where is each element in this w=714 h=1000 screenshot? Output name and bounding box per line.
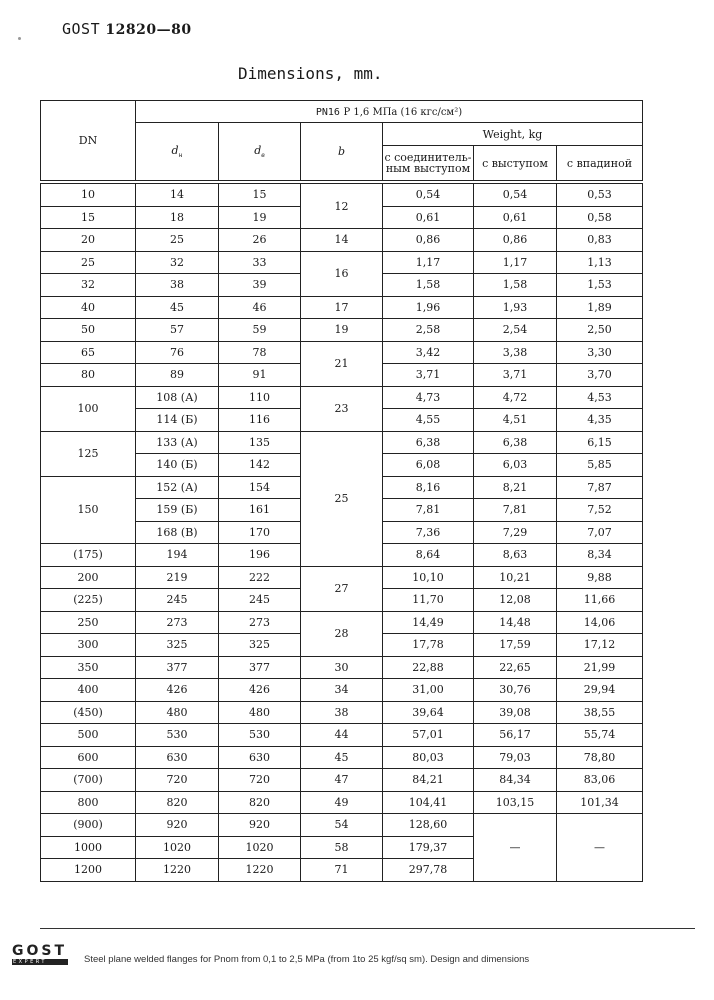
cell-weight-raised: 6,03 xyxy=(474,454,557,477)
table-row xyxy=(41,319,643,342)
cell-dn: 400 xyxy=(41,679,136,702)
cell-weight-recess: 0,53 xyxy=(557,184,643,207)
cell-b: 45 xyxy=(301,746,383,769)
cell-weight-raised: 10,21 xyxy=(474,566,557,589)
cell-weight-raised: 8,21 xyxy=(474,476,557,499)
table-row xyxy=(41,251,643,274)
cell-d-outer: 168 (В) xyxy=(136,521,219,544)
cell-dn: 80 xyxy=(41,364,136,387)
cell-weight-joint: 14,49 xyxy=(383,611,474,634)
cell-b: 38 xyxy=(301,701,383,724)
cell-weight-recess: 3,70 xyxy=(557,364,643,387)
cell-d-inner: 161 xyxy=(219,499,301,522)
table-row xyxy=(41,229,643,252)
cell-dn: (450) xyxy=(41,701,136,724)
cell-d-inner: 142 xyxy=(219,454,301,477)
cell-weight-joint: 31,00 xyxy=(383,679,474,702)
table-row xyxy=(41,701,643,724)
cell-dn: 1000 xyxy=(41,836,136,859)
cell-dn: 20 xyxy=(41,229,136,252)
cell-d-outer: 108 (А) xyxy=(136,386,219,409)
cell-d-inner: 78 xyxy=(219,341,301,364)
gost-number: 12820—80 xyxy=(105,22,192,38)
cell-d-outer: 152 (А) xyxy=(136,476,219,499)
cell-weight-raised: 22,65 xyxy=(474,656,557,679)
cell-weight-raised: 17,59 xyxy=(474,634,557,657)
cell-dn: 125 xyxy=(41,431,136,476)
cell-dn: 10 xyxy=(41,184,136,207)
cell-weight-joint: 80,03 xyxy=(383,746,474,769)
cell-weight-recess: 0,58 xyxy=(557,206,643,229)
cell-weight-recess: 7,07 xyxy=(557,521,643,544)
cell-dn: (700) xyxy=(41,769,136,792)
cell-d-outer: 18 xyxy=(136,206,219,229)
cell-weight-recess: 11,66 xyxy=(557,589,643,612)
header-weight-joint: с соединитель-ным выступом xyxy=(383,146,474,181)
document-title xyxy=(62,20,192,38)
table-row xyxy=(41,746,643,769)
cell-d-outer: 426 xyxy=(136,679,219,702)
scan-speck xyxy=(18,37,21,40)
cell-weight-joint: 57,01 xyxy=(383,724,474,747)
cell-dn: 15 xyxy=(41,206,136,229)
cell-d-inner: 720 xyxy=(219,769,301,792)
cell-weight-recess: 4,35 xyxy=(557,409,643,432)
cell-d-inner: 135 xyxy=(219,431,301,454)
cell-d-inner: 19 xyxy=(219,206,301,229)
cell-dn: 40 xyxy=(41,296,136,319)
cell-d-inner: 273 xyxy=(219,611,301,634)
cell-b: 58 xyxy=(301,836,383,859)
cell-b: 49 xyxy=(301,791,383,814)
cell-weight-joint: 0,54 xyxy=(383,184,474,207)
cell-weight-recess: 14,06 xyxy=(557,611,643,634)
header-pn-label: PN16 xyxy=(315,107,340,118)
cell-weight-raised: 7,81 xyxy=(474,499,557,522)
cell-weight-recess: 1,13 xyxy=(557,251,643,274)
cell-weight-raised: 103,15 xyxy=(474,791,557,814)
cell-b: 44 xyxy=(301,724,383,747)
cell-b: 34 xyxy=(301,679,383,702)
header-pressure xyxy=(136,101,643,123)
cell-d-outer: 76 xyxy=(136,341,219,364)
cell-weight-joint: 17,78 xyxy=(383,634,474,657)
logo-bottom-text: EXPERT xyxy=(12,959,68,965)
cell-b: 47 xyxy=(301,769,383,792)
cell-weight-recess: 9,88 xyxy=(557,566,643,589)
cell-weight-joint: 3,42 xyxy=(383,341,474,364)
cell-dn: 100 xyxy=(41,386,136,431)
cell-weight-joint: 128,60 xyxy=(383,814,474,837)
table-row xyxy=(41,386,643,409)
cell-weight-joint: 0,86 xyxy=(383,229,474,252)
header-pn-rest: P 1,6 МПа (16 кгс/см²) xyxy=(343,107,463,118)
cell-dn: 800 xyxy=(41,791,136,814)
cell-weight-recess: 5,85 xyxy=(557,454,643,477)
cell-dn: 500 xyxy=(41,724,136,747)
cell-weight-raised: 14,48 xyxy=(474,611,557,634)
cell-weight-joint: 0,61 xyxy=(383,206,474,229)
cell-d-inner: 110 xyxy=(219,386,301,409)
cell-d-outer: 820 xyxy=(136,791,219,814)
cell-d-outer: 45 xyxy=(136,296,219,319)
cell-weight-recess: 1,53 xyxy=(557,274,643,297)
cell-d-inner: 15 xyxy=(219,184,301,207)
cell-weight-raised: 39,08 xyxy=(474,701,557,724)
cell-weight-raised: 4,72 xyxy=(474,386,557,409)
cell-dn: (225) xyxy=(41,589,136,612)
cell-weight-raised: 0,54 xyxy=(474,184,557,207)
cell-d-inner: 222 xyxy=(219,566,301,589)
cell-weight-raised: 12,08 xyxy=(474,589,557,612)
cell-weight-raised: 84,34 xyxy=(474,769,557,792)
gost-label: GOST xyxy=(62,20,101,38)
cell-d-outer: 159 (Б) xyxy=(136,499,219,522)
table-row xyxy=(41,791,643,814)
cell-weight-joint: 4,73 xyxy=(383,386,474,409)
cell-weight-raised: 7,29 xyxy=(474,521,557,544)
cell-dn: 1200 xyxy=(41,859,136,882)
cell-d-outer: 1020 xyxy=(136,836,219,859)
cell-d-inner: 196 xyxy=(219,544,301,567)
cell-weight-recess: 38,55 xyxy=(557,701,643,724)
cell-b: 14 xyxy=(301,229,383,252)
cell-weight-recess: 7,87 xyxy=(557,476,643,499)
cell-b: 17 xyxy=(301,296,383,319)
cell-b: 28 xyxy=(301,611,383,656)
table-caption: Dimensions, mm. xyxy=(238,64,383,83)
cell-weight-joint: 6,38 xyxy=(383,431,474,454)
cell-d-inner: 39 xyxy=(219,274,301,297)
cell-d-outer: 630 xyxy=(136,746,219,769)
cell-d-outer: 920 xyxy=(136,814,219,837)
cell-weight-joint: 4,55 xyxy=(383,409,474,432)
table-row xyxy=(41,431,643,454)
header-b: b xyxy=(301,123,383,181)
cell-weight-recess: 17,12 xyxy=(557,634,643,657)
cell-d-inner: 33 xyxy=(219,251,301,274)
cell-d-inner: 1020 xyxy=(219,836,301,859)
cell-d-inner: 245 xyxy=(219,589,301,612)
cell-d-inner: 59 xyxy=(219,319,301,342)
cell-weight-joint: 39,64 xyxy=(383,701,474,724)
table-row xyxy=(41,724,643,747)
cell-weight-joint: 10,10 xyxy=(383,566,474,589)
cell-d-outer: 114 (Б) xyxy=(136,409,219,432)
cell-dn: 50 xyxy=(41,319,136,342)
cell-weight-joint: 1,58 xyxy=(383,274,474,297)
cell-weight-recess: 101,34 xyxy=(557,791,643,814)
cell-dn: 150 xyxy=(41,476,136,544)
cell-dn: 65 xyxy=(41,341,136,364)
cell-b: 12 xyxy=(301,184,383,229)
cell-dn: 350 xyxy=(41,656,136,679)
cell-b: 21 xyxy=(301,341,383,386)
cell-d-inner: 46 xyxy=(219,296,301,319)
gost-expert-logo xyxy=(12,944,68,966)
cell-weight-raised: 30,76 xyxy=(474,679,557,702)
cell-weight-joint: 3,71 xyxy=(383,364,474,387)
cell-weight-raised: 2,54 xyxy=(474,319,557,342)
cell-weight-raised: 0,86 xyxy=(474,229,557,252)
cell-d-outer: 245 xyxy=(136,589,219,612)
header-d-inner: $d_в$ xyxy=(219,123,301,181)
cell-weight-joint: 1,96 xyxy=(383,296,474,319)
cell-b: 25 xyxy=(301,431,383,566)
cell-weight-raised: 6,38 xyxy=(474,431,557,454)
table-body xyxy=(41,184,643,882)
cell-dn: 250 xyxy=(41,611,136,634)
cell-d-outer: 38 xyxy=(136,274,219,297)
cell-weight-joint: 8,64 xyxy=(383,544,474,567)
cell-d-outer: 140 (Б) xyxy=(136,454,219,477)
cell-weight-joint: 104,41 xyxy=(383,791,474,814)
table-row xyxy=(41,184,643,207)
cell-dn: 32 xyxy=(41,274,136,297)
table-row xyxy=(41,296,643,319)
cell-weight-recess: 3,30 xyxy=(557,341,643,364)
cell-d-inner: 325 xyxy=(219,634,301,657)
cell-d-inner: 91 xyxy=(219,364,301,387)
cell-d-inner: 154 xyxy=(219,476,301,499)
cell-weight-raised-dash: — xyxy=(474,814,557,882)
cell-dn: (900) xyxy=(41,814,136,837)
cell-b: 30 xyxy=(301,656,383,679)
cell-weight-recess: 6,15 xyxy=(557,431,643,454)
cell-weight-raised: 4,51 xyxy=(474,409,557,432)
cell-weight-joint: 22,88 xyxy=(383,656,474,679)
cell-d-outer: 57 xyxy=(136,319,219,342)
table-row xyxy=(41,679,643,702)
cell-dn: 25 xyxy=(41,251,136,274)
header-dn: DN xyxy=(41,101,136,181)
cell-d-outer: 219 xyxy=(136,566,219,589)
cell-weight-raised: 1,58 xyxy=(474,274,557,297)
cell-d-inner: 170 xyxy=(219,521,301,544)
cell-d-outer: 89 xyxy=(136,364,219,387)
cell-d-outer: 194 xyxy=(136,544,219,567)
cell-d-inner: 26 xyxy=(219,229,301,252)
cell-weight-recess-dash: — xyxy=(557,814,643,882)
cell-weight-recess: 78,80 xyxy=(557,746,643,769)
cell-weight-raised: 0,61 xyxy=(474,206,557,229)
cell-weight-recess: 4,53 xyxy=(557,386,643,409)
cell-d-outer: 14 xyxy=(136,184,219,207)
header-weight: Weight, kg xyxy=(383,123,643,146)
cell-d-inner: 116 xyxy=(219,409,301,432)
cell-weight-recess: 83,06 xyxy=(557,769,643,792)
cell-weight-joint: 7,81 xyxy=(383,499,474,522)
table-row xyxy=(41,656,643,679)
cell-d-outer: 133 (А) xyxy=(136,431,219,454)
cell-weight-joint: 179,37 xyxy=(383,836,474,859)
table-row xyxy=(41,814,643,837)
header-d-outer: $d_н$ xyxy=(136,123,219,181)
cell-weight-joint: 8,16 xyxy=(383,476,474,499)
cell-weight-raised: 3,38 xyxy=(474,341,557,364)
cell-d-outer: 530 xyxy=(136,724,219,747)
cell-d-inner: 1220 xyxy=(219,859,301,882)
footer-rule xyxy=(40,928,695,929)
cell-weight-joint: 297,78 xyxy=(383,859,474,882)
table-row xyxy=(41,769,643,792)
cell-b: 19 xyxy=(301,319,383,342)
footer-description: Steel plane welded flanges for Pnom from 0,1 to 2,5 MPa (from 1to 25 kgf/sq sm). Design and dimensions xyxy=(84,954,530,965)
cell-d-outer: 720 xyxy=(136,769,219,792)
cell-weight-joint: 2,58 xyxy=(383,319,474,342)
cell-weight-recess: 29,94 xyxy=(557,679,643,702)
cell-weight-recess: 55,74 xyxy=(557,724,643,747)
cell-d-outer: 480 xyxy=(136,701,219,724)
cell-weight-raised: 8,63 xyxy=(474,544,557,567)
cell-d-inner: 377 xyxy=(219,656,301,679)
cell-weight-raised: 56,17 xyxy=(474,724,557,747)
cell-weight-recess: 2,50 xyxy=(557,319,643,342)
cell-weight-raised: 3,71 xyxy=(474,364,557,387)
cell-weight-joint: 6,08 xyxy=(383,454,474,477)
cell-d-inner: 530 xyxy=(219,724,301,747)
cell-b: 54 xyxy=(301,814,383,837)
table-row xyxy=(41,566,643,589)
header-weight-recess: с впадиной xyxy=(557,146,643,181)
cell-weight-joint: 1,17 xyxy=(383,251,474,274)
cell-b: 71 xyxy=(301,859,383,882)
logo-top-text: GOST xyxy=(12,943,68,959)
cell-weight-raised: 1,17 xyxy=(474,251,557,274)
cell-d-outer: 32 xyxy=(136,251,219,274)
cell-weight-raised: 1,93 xyxy=(474,296,557,319)
cell-d-inner: 920 xyxy=(219,814,301,837)
cell-d-outer: 25 xyxy=(136,229,219,252)
cell-weight-recess: 1,89 xyxy=(557,296,643,319)
cell-b: 16 xyxy=(301,251,383,296)
cell-b: 23 xyxy=(301,386,383,431)
cell-dn: 200 xyxy=(41,566,136,589)
cell-weight-joint: 7,36 xyxy=(383,521,474,544)
cell-d-outer: 325 xyxy=(136,634,219,657)
cell-weight-recess: 7,52 xyxy=(557,499,643,522)
cell-b: 27 xyxy=(301,566,383,611)
cell-weight-recess: 8,34 xyxy=(557,544,643,567)
cell-d-inner: 480 xyxy=(219,701,301,724)
cell-weight-recess: 21,99 xyxy=(557,656,643,679)
table-row xyxy=(41,341,643,364)
cell-weight-recess: 0,83 xyxy=(557,229,643,252)
cell-d-inner: 426 xyxy=(219,679,301,702)
dimensions-table xyxy=(40,100,643,882)
cell-dn: 300 xyxy=(41,634,136,657)
cell-weight-joint: 11,70 xyxy=(383,589,474,612)
cell-d-inner: 820 xyxy=(219,791,301,814)
cell-d-inner: 630 xyxy=(219,746,301,769)
table-row xyxy=(41,611,643,634)
header-weight-raised: с выступом xyxy=(474,146,557,181)
cell-weight-raised: 79,03 xyxy=(474,746,557,769)
cell-weight-joint: 84,21 xyxy=(383,769,474,792)
cell-d-outer: 273 xyxy=(136,611,219,634)
cell-d-outer: 1220 xyxy=(136,859,219,882)
cell-dn: 600 xyxy=(41,746,136,769)
cell-dn: (175) xyxy=(41,544,136,567)
cell-d-outer: 377 xyxy=(136,656,219,679)
